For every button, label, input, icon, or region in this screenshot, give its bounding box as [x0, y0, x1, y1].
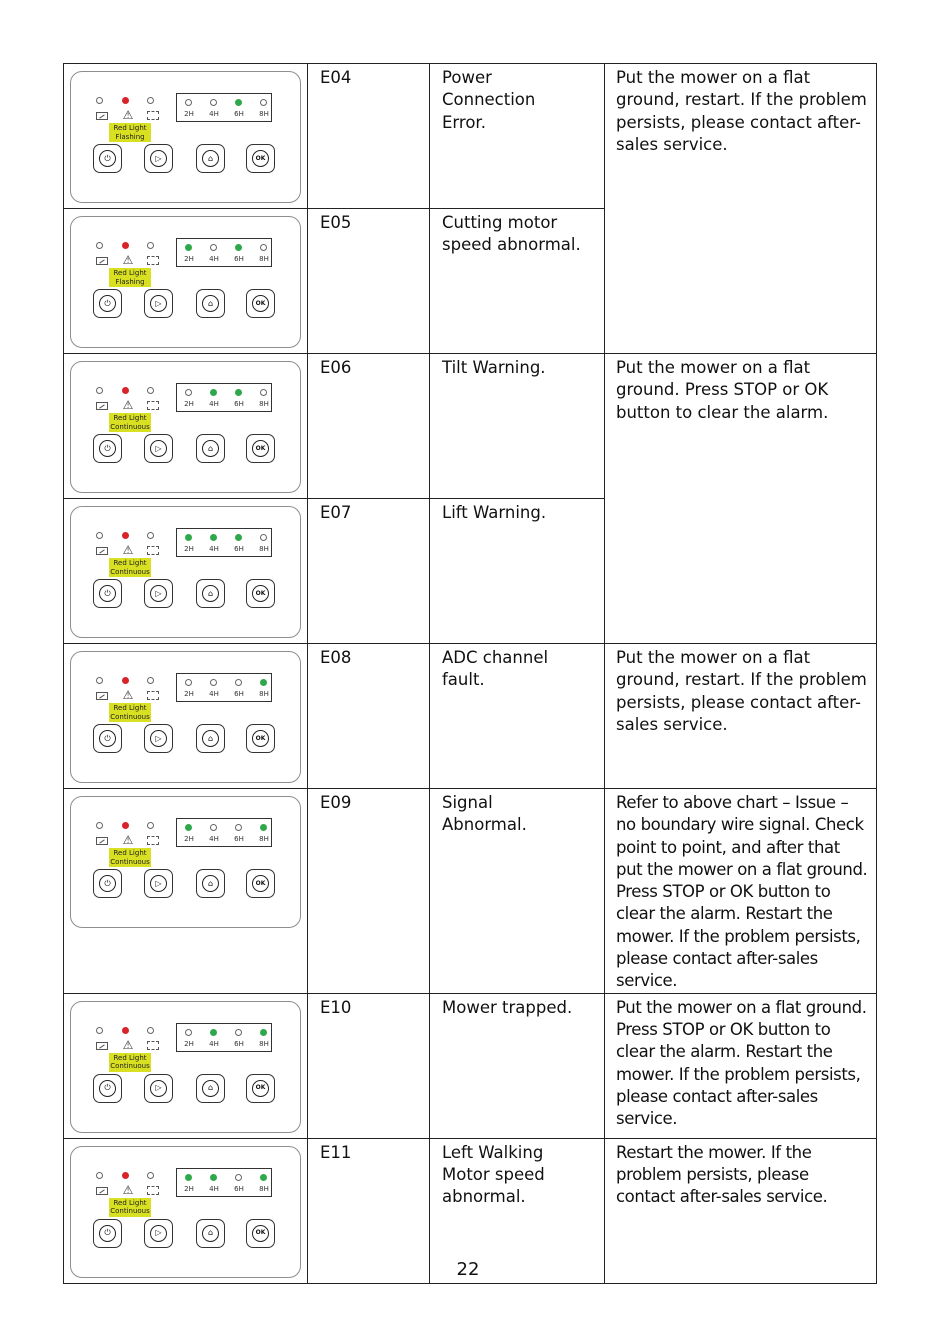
warning-icon: ⚠ [122, 253, 134, 267]
hour-dot-8h [260, 99, 267, 106]
status-dot-mower [147, 97, 154, 104]
ok-button [246, 579, 275, 608]
play-icon: ▷ [150, 440, 167, 457]
hour-label: 2H [184, 835, 194, 843]
home-button [196, 144, 225, 173]
hour-label: 8H [259, 690, 269, 698]
error-description: Signal Abnormal. [442, 793, 527, 835]
error-description: Mower trapped. [442, 997, 573, 1017]
red-light-label: Red Light Continuous [110, 559, 150, 576]
hours-indicator [176, 1023, 272, 1052]
ok-icon: OK [252, 295, 269, 312]
status-dot-mower [147, 532, 154, 539]
mower-icon [147, 1186, 159, 1195]
control-panel-illustration [70, 216, 301, 348]
home-button [196, 434, 225, 463]
status-dot-battery [96, 1172, 103, 1179]
hour-dot-8h [260, 534, 267, 541]
play-icon: ▷ [150, 585, 167, 602]
hour-dot-8h [260, 679, 267, 686]
power-button [93, 579, 122, 608]
warning-icon: ⚠ [122, 1182, 134, 1197]
warning-icon: ⚠ [122, 688, 134, 702]
hours-indicator [176, 818, 272, 847]
hour-label: 8H [259, 1039, 269, 1048]
ok-button [246, 1219, 275, 1248]
mower-icon [147, 401, 159, 410]
error-code: E07 [320, 503, 352, 522]
error-code: E11 [320, 1142, 352, 1162]
status-dot-mower [147, 387, 154, 394]
status-dot-warning [122, 1172, 129, 1179]
panel-cell [64, 209, 308, 354]
status-dot-mower [147, 1172, 154, 1179]
hour-dot-6h [235, 389, 242, 396]
hour-label: 6H [234, 545, 244, 553]
mower-icon [147, 111, 159, 120]
power-button [93, 144, 122, 173]
hours-indicator [176, 238, 272, 267]
hour-label: 4H [209, 835, 219, 843]
warning-icon: ⚠ [122, 1037, 134, 1052]
power-icon: ⏻ [99, 295, 116, 312]
status-dot-battery [96, 1027, 103, 1034]
battery-icon [96, 402, 108, 410]
hour-dot-2h [185, 389, 192, 396]
status-dot-mower [147, 677, 154, 684]
home-button [196, 1219, 225, 1248]
power-icon: ⏻ [99, 875, 116, 892]
red-light-label: Red Light Continuous [110, 704, 150, 721]
hours-indicator [176, 673, 272, 702]
hour-dot-8h [260, 389, 267, 396]
hour-label: 8H [259, 835, 269, 843]
mower-icon [147, 1041, 159, 1050]
warning-icon: ⚠ [122, 398, 134, 412]
mower-icon [147, 546, 159, 555]
control-panel-illustration [70, 1146, 301, 1278]
hour-dot-4h [210, 389, 217, 396]
red-light-label: Red Light Continuous [110, 1198, 150, 1216]
power-icon: ⏻ [99, 730, 116, 747]
play-icon: ▷ [150, 730, 167, 747]
red-light-label: Red Light Flashing [109, 123, 151, 142]
panel-cell [64, 499, 308, 644]
page-number: 22 [456, 1259, 480, 1280]
status-dot-battery [96, 97, 103, 104]
error-code: E09 [320, 793, 352, 812]
status-dot-battery [96, 677, 103, 684]
home-icon: ⌂ [202, 440, 219, 457]
hour-label: 2H [184, 400, 194, 408]
ok-button [246, 724, 275, 753]
table-row [64, 789, 877, 994]
hour-label: 8H [259, 1184, 269, 1193]
red-light-label: Red Light Continuous [110, 1053, 150, 1071]
hour-label: 2H [184, 1184, 194, 1193]
hour-dot-8h [260, 244, 267, 251]
power-button [93, 724, 122, 753]
solution-text: Put the mower on a flat ground, restart. If the problem persists, please contact after-sales service. [616, 648, 867, 734]
solution-text: Restart the mower. If the problem persists, please contact after-sales service. [616, 1142, 828, 1207]
solution-text: Put the mower on a flat ground. Press STOP or OK button to clear the alarm. Restart the mower. If the problem persists, please contact after-sales service. [616, 997, 867, 1129]
hour-label: 6H [234, 1039, 244, 1048]
power-icon: ⏻ [99, 1080, 116, 1097]
hour-dot-4h [210, 824, 217, 831]
home-button [196, 869, 225, 898]
hour-dot-8h [260, 824, 267, 831]
hour-dot-4h [210, 244, 217, 251]
table-row [64, 64, 877, 209]
hour-label: 6H [234, 835, 244, 843]
hour-dot-2h [185, 824, 192, 831]
warning-icon: ⚠ [122, 108, 134, 122]
hour-dot-6h [235, 99, 242, 106]
hour-label: 6H [234, 1184, 244, 1193]
play-button [144, 434, 173, 463]
status-dot-warning [122, 822, 129, 829]
error-description: Lift Warning. [442, 503, 547, 522]
play-button [144, 869, 173, 898]
panel-cell [64, 354, 308, 499]
hour-label: 2H [184, 110, 194, 118]
play-button [144, 724, 173, 753]
hour-label: 6H [234, 400, 244, 408]
power-icon: ⏻ [99, 150, 116, 167]
hour-label: 8H [259, 110, 269, 118]
battery-icon [96, 692, 108, 700]
power-icon: ⏻ [99, 585, 116, 602]
hour-label: 4H [209, 255, 219, 263]
solution-text: Put the mower on a flat ground. Press STOP or OK button to clear the alarm. [616, 358, 829, 422]
home-icon: ⌂ [202, 875, 219, 892]
play-icon: ▷ [150, 1080, 167, 1097]
power-button [93, 434, 122, 463]
status-dot-warning [122, 1027, 129, 1034]
table-row [64, 354, 877, 499]
battery-icon [96, 1187, 108, 1195]
power-button [93, 869, 122, 898]
error-code: E04 [320, 68, 352, 87]
hour-label: 6H [234, 110, 244, 118]
panel-cell [64, 993, 308, 1138]
ok-icon: OK [252, 730, 269, 747]
hour-dot-2h [185, 1029, 192, 1036]
home-button [196, 579, 225, 608]
hour-label: 2H [184, 545, 194, 553]
ok-icon: OK [252, 440, 269, 457]
hour-dot-4h [210, 679, 217, 686]
hour-label: 2H [184, 255, 194, 263]
red-light-label: Red Light Continuous [110, 414, 150, 431]
hour-label: 4H [209, 690, 219, 698]
hour-dot-4h [210, 1029, 217, 1036]
hour-dot-6h [235, 244, 242, 251]
home-icon: ⌂ [202, 295, 219, 312]
status-dot-battery [96, 532, 103, 539]
power-button [93, 1219, 122, 1248]
play-icon: ▷ [150, 150, 167, 167]
hour-label: 4H [209, 545, 219, 553]
ok-button [246, 289, 275, 318]
error-code: E08 [320, 648, 352, 667]
hour-label: 6H [234, 690, 244, 698]
solution-text: Put the mower on a flat ground, restart. If the problem persists, please contact after-sales service. [616, 68, 867, 154]
status-dot-battery [96, 242, 103, 249]
home-icon: ⌂ [202, 585, 219, 602]
hour-dot-6h [235, 1029, 242, 1036]
battery-icon [96, 547, 108, 555]
home-icon: ⌂ [202, 730, 219, 747]
error-code-table [63, 63, 877, 1284]
hour-label: 4H [209, 1184, 219, 1193]
mower-icon [147, 691, 159, 700]
hour-dot-6h [235, 679, 242, 686]
hour-dot-4h [210, 99, 217, 106]
hour-dot-8h [260, 1029, 267, 1036]
status-dot-mower [147, 242, 154, 249]
red-light-label: Red Light Flashing [109, 268, 151, 287]
hour-dot-8h [260, 1174, 267, 1181]
hour-label: 8H [259, 400, 269, 408]
solution-text: Refer to above chart – Issue – no boundary wire signal. Check point to point, and after that put the mower on a flat ground. Press STOP or OK button to clear the alarm. Restart the mower. If the problem persists, please contact after-sales service. [616, 793, 868, 991]
home-button [196, 289, 225, 318]
home-icon: ⌂ [202, 1225, 219, 1242]
hour-label: 2H [184, 1039, 194, 1048]
panel-cell [64, 64, 308, 209]
hour-label: 8H [259, 255, 269, 263]
table-row [64, 644, 877, 789]
ok-button [246, 144, 275, 173]
play-button [144, 579, 173, 608]
hour-label: 2H [184, 690, 194, 698]
ok-icon: OK [252, 585, 269, 602]
mower-icon [147, 836, 159, 845]
status-dot-mower [147, 1027, 154, 1034]
play-button [144, 144, 173, 173]
hours-indicator [176, 383, 272, 412]
battery-icon [96, 837, 108, 845]
ok-icon: OK [252, 150, 269, 167]
play-button [144, 1074, 173, 1103]
power-button [93, 289, 122, 318]
status-dot-warning [122, 242, 129, 249]
hour-label: 4H [209, 1039, 219, 1048]
hour-dot-6h [235, 824, 242, 831]
control-panel-illustration [70, 796, 301, 928]
hour-dot-4h [210, 1174, 217, 1181]
error-description: Left Walking Motor speed abnormal. [442, 1142, 545, 1207]
hour-label: 4H [209, 110, 219, 118]
warning-icon: ⚠ [122, 833, 134, 847]
power-button [93, 1074, 122, 1103]
ok-icon: OK [252, 1225, 269, 1242]
ok-button [246, 869, 275, 898]
ok-button [246, 434, 275, 463]
hour-dot-2h [185, 99, 192, 106]
status-dot-warning [122, 97, 129, 104]
ok-icon: OK [252, 1080, 269, 1097]
error-code: E05 [320, 213, 352, 232]
play-icon: ▷ [150, 295, 167, 312]
home-button [196, 1074, 225, 1103]
status-dot-warning [122, 677, 129, 684]
control-panel-illustration [70, 71, 301, 203]
error-description: ADC channel fault. [442, 648, 549, 690]
hour-dot-2h [185, 679, 192, 686]
hour-label: 6H [234, 255, 244, 263]
hours-indicator [176, 1168, 272, 1197]
hours-indicator [176, 528, 272, 557]
hour-dot-6h [235, 1174, 242, 1181]
hours-indicator [176, 93, 272, 122]
play-icon: ▷ [150, 875, 167, 892]
play-button [144, 289, 173, 318]
hour-label: 4H [209, 400, 219, 408]
hour-dot-2h [185, 244, 192, 251]
warning-icon: ⚠ [122, 543, 134, 557]
play-button [144, 1219, 173, 1248]
status-dot-mower [147, 822, 154, 829]
status-dot-warning [122, 387, 129, 394]
home-button [196, 724, 225, 753]
status-dot-battery [96, 387, 103, 394]
error-code: E10 [320, 997, 352, 1017]
control-panel-illustration [70, 361, 301, 493]
status-dot-battery [96, 822, 103, 829]
error-description: Tilt Warning. [442, 358, 546, 377]
power-icon: ⏻ [99, 440, 116, 457]
play-icon: ▷ [150, 1225, 167, 1242]
power-icon: ⏻ [99, 1225, 116, 1242]
ok-button [246, 1074, 275, 1103]
battery-icon [96, 257, 108, 265]
battery-icon [96, 112, 108, 120]
error-description: Power Connection Error. [442, 68, 536, 132]
panel-cell [64, 789, 308, 994]
error-code: E06 [320, 358, 352, 377]
hour-dot-2h [185, 1174, 192, 1181]
hour-dot-6h [235, 534, 242, 541]
hour-dot-2h [185, 534, 192, 541]
status-dot-warning [122, 532, 129, 539]
control-panel-illustration [70, 651, 301, 783]
battery-icon [96, 1042, 108, 1050]
control-panel-illustration [70, 506, 301, 638]
hour-label: 8H [259, 545, 269, 553]
home-icon: ⌂ [202, 150, 219, 167]
control-panel-illustration [70, 1001, 301, 1133]
error-description: Cutting motor speed abnormal. [442, 213, 581, 255]
panel-cell [64, 644, 308, 789]
hour-dot-4h [210, 534, 217, 541]
red-light-label: Red Light Continuous [110, 849, 150, 866]
table-row [64, 993, 877, 1138]
home-icon: ⌂ [202, 1080, 219, 1097]
mower-icon [147, 256, 159, 265]
ok-icon: OK [252, 875, 269, 892]
